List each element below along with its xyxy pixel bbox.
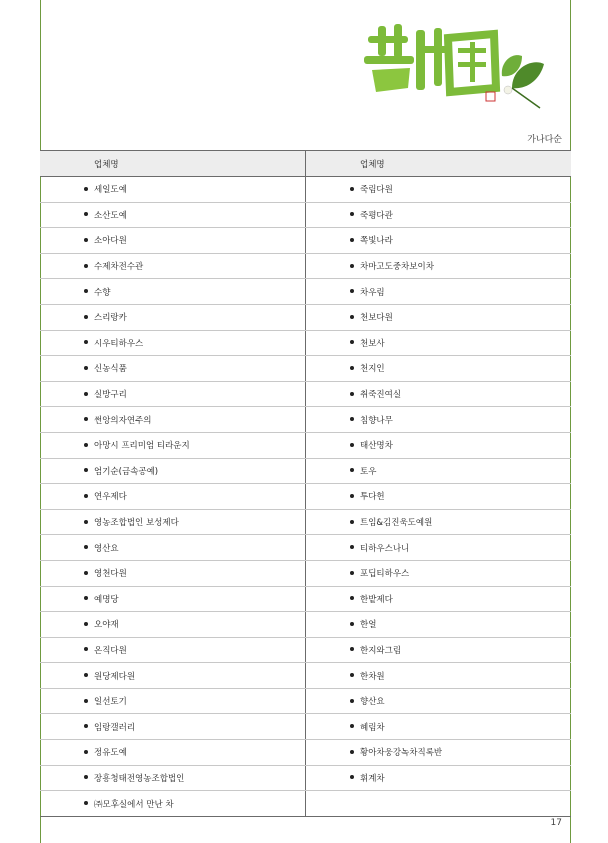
company-name: 투다헌	[360, 492, 385, 503]
bullet-icon	[350, 724, 354, 728]
company-name: 태산명차	[360, 441, 393, 452]
company-cell	[40, 407, 306, 433]
company-name: 장흥청태전영농조합법인	[94, 773, 185, 784]
bullet-icon	[350, 340, 354, 344]
company-name: 죽평다관	[360, 210, 393, 221]
table-row	[40, 330, 571, 356]
company-name: 천보사	[360, 338, 385, 349]
table-row	[40, 509, 571, 535]
bullet-icon	[350, 520, 354, 524]
table-row	[40, 177, 571, 203]
company-name: 향산요	[360, 697, 385, 708]
company-cell	[40, 228, 306, 254]
bullet-icon	[350, 596, 354, 600]
table-row	[40, 740, 571, 766]
bullet-icon	[84, 366, 88, 370]
company-cell	[40, 765, 306, 791]
company-cell	[40, 612, 306, 638]
company-name: 한밭제다	[360, 594, 393, 605]
company-name: 천지인	[360, 364, 385, 375]
company-name: 수향	[94, 287, 111, 298]
bullet-icon	[84, 699, 88, 703]
company-cell	[306, 791, 572, 817]
company-name: 원당제다원	[94, 671, 136, 682]
table-row	[40, 356, 571, 382]
bullet-icon	[84, 775, 88, 779]
company-cell	[306, 279, 572, 305]
company-cell	[40, 304, 306, 330]
company-name: 영산요	[94, 543, 119, 554]
bullet-icon	[350, 187, 354, 191]
sort-order-label: 가나다순	[527, 135, 562, 145]
company-cell	[306, 458, 572, 484]
company-name: 토우	[360, 466, 377, 477]
company-cell	[306, 688, 572, 714]
company-cell	[40, 177, 306, 203]
company-name: 썬앙의자연주의	[94, 415, 152, 426]
bullet-icon	[84, 801, 88, 805]
bullet-icon	[350, 673, 354, 677]
company-cell	[40, 202, 306, 228]
bullet-icon	[84, 392, 88, 396]
table-row	[40, 228, 571, 254]
company-cell	[306, 407, 572, 433]
table-row	[40, 407, 571, 433]
bullet-icon	[84, 340, 88, 344]
bullet-icon	[350, 647, 354, 651]
bullet-icon	[84, 289, 88, 293]
company-name: 아망시 프리미엄 티라운지	[94, 441, 190, 452]
company-name: 황아차웅강녹차직록반	[360, 748, 443, 759]
bullet-icon	[84, 315, 88, 319]
company-cell	[306, 330, 572, 356]
company-table	[40, 150, 571, 817]
bullet-icon	[84, 724, 88, 728]
bullet-icon	[350, 468, 354, 472]
company-cell	[306, 740, 572, 766]
table-row	[40, 612, 571, 638]
bullet-icon	[84, 647, 88, 651]
table-row	[40, 637, 571, 663]
company-cell	[306, 228, 572, 254]
company-cell	[40, 356, 306, 382]
bullet-icon	[350, 289, 354, 293]
company-name: 연우제다	[94, 492, 127, 503]
company-cell	[40, 458, 306, 484]
bullet-icon	[350, 750, 354, 754]
company-name: 신농식품	[94, 364, 127, 375]
company-cell	[306, 637, 572, 663]
company-name: 쪽빛나라	[360, 236, 393, 247]
company-cell	[40, 560, 306, 586]
company-name: 한얼	[360, 620, 377, 631]
company-cell	[40, 279, 306, 305]
company-cell	[306, 253, 572, 279]
column-header: 업체명	[40, 151, 306, 177]
company-cell	[306, 586, 572, 612]
company-name: 휘계차	[360, 773, 385, 784]
company-cell	[306, 560, 572, 586]
company-cell	[306, 304, 572, 330]
bullet-icon	[84, 520, 88, 524]
company-cell	[40, 535, 306, 561]
table-row	[40, 202, 571, 228]
bullet-icon	[350, 315, 354, 319]
table-row	[40, 791, 571, 817]
company-name: ㈜모후실에서 만난 차	[94, 799, 174, 810]
table-row	[40, 586, 571, 612]
table-header-row	[40, 151, 571, 177]
table-row	[40, 484, 571, 510]
company-cell	[40, 484, 306, 510]
table-row	[40, 714, 571, 740]
bullet-icon	[350, 238, 354, 242]
bullet-icon	[350, 622, 354, 626]
company-name: 천보다원	[360, 313, 393, 324]
company-name: 엄기순(금속공예)	[94, 466, 159, 477]
company-cell	[306, 612, 572, 638]
company-name: 임랑갤러리	[94, 722, 136, 733]
company-name: 정유도예	[94, 748, 127, 759]
bullet-icon	[84, 494, 88, 498]
bullet-icon	[84, 264, 88, 268]
bullet-icon	[84, 212, 88, 216]
bullet-icon	[84, 750, 88, 754]
company-name: 취죽진여실	[360, 390, 402, 401]
table-row	[40, 535, 571, 561]
bullet-icon	[84, 596, 88, 600]
tea-garden-logo	[362, 18, 552, 110]
company-cell	[306, 381, 572, 407]
company-name: 혜림차	[360, 722, 385, 733]
company-cell	[40, 330, 306, 356]
company-name: 시우티하우스	[94, 338, 144, 349]
company-name: 영농조합법인 보성제다	[94, 518, 179, 529]
bullet-icon	[350, 392, 354, 396]
table-row	[40, 688, 571, 714]
company-cell	[40, 381, 306, 407]
bullet-icon	[350, 366, 354, 370]
bullet-icon	[350, 545, 354, 549]
bullet-icon	[84, 187, 88, 191]
bullet-icon	[84, 238, 88, 242]
company-name: 포딥티하우스	[360, 569, 410, 580]
company-cell	[40, 637, 306, 663]
company-cell	[40, 586, 306, 612]
bullet-icon	[350, 775, 354, 779]
bullet-icon	[350, 212, 354, 216]
company-cell	[40, 688, 306, 714]
company-cell	[306, 356, 572, 382]
company-cell	[306, 663, 572, 689]
company-cell	[306, 765, 572, 791]
company-cell	[306, 535, 572, 561]
company-cell	[40, 509, 306, 535]
company-name: 온직다원	[94, 645, 127, 656]
bullet-icon	[350, 494, 354, 498]
company-cell	[40, 714, 306, 740]
company-cell	[306, 484, 572, 510]
company-name: 차마고도중차보이차	[360, 262, 434, 273]
company-name: 죽림다원	[360, 185, 393, 196]
bullet-icon	[84, 622, 88, 626]
table-row	[40, 304, 571, 330]
bullet-icon	[84, 571, 88, 575]
company-name: 침향나무	[360, 415, 393, 426]
company-cell	[40, 253, 306, 279]
company-name: 소아다원	[94, 236, 127, 247]
bullet-icon	[84, 417, 88, 421]
company-name: 실방구리	[94, 390, 127, 401]
company-name: 세일도예	[94, 185, 127, 196]
bullet-icon	[84, 673, 88, 677]
table-row	[40, 560, 571, 586]
table-row	[40, 432, 571, 458]
company-cell	[306, 177, 572, 203]
table-row	[40, 663, 571, 689]
company-name: 트임&김진욱도예원	[360, 518, 433, 529]
company-cell	[306, 202, 572, 228]
company-name: 소산도예	[94, 210, 127, 221]
company-cell	[306, 509, 572, 535]
column-header: 업체명	[306, 151, 572, 177]
company-name: 영천다원	[94, 569, 127, 580]
company-cell	[40, 663, 306, 689]
bullet-icon	[350, 443, 354, 447]
company-name: 예명당	[94, 594, 119, 605]
company-cell	[40, 432, 306, 458]
bullet-icon	[84, 545, 88, 549]
table-row	[40, 381, 571, 407]
company-cell	[306, 432, 572, 458]
table-row	[40, 253, 571, 279]
bullet-icon	[350, 417, 354, 421]
bullet-icon	[350, 571, 354, 575]
company-name: 차우림	[360, 287, 385, 298]
bullet-icon	[84, 468, 88, 472]
company-cell	[40, 740, 306, 766]
company-cell	[40, 791, 306, 817]
bullet-icon	[350, 699, 354, 703]
table-row	[40, 765, 571, 791]
company-name: 오야재	[94, 620, 119, 631]
company-name: 한지와그림	[360, 645, 402, 656]
company-name: 한차원	[360, 671, 385, 682]
table-row	[40, 279, 571, 305]
table-row	[40, 458, 571, 484]
company-name: 수제차전수관	[94, 262, 144, 273]
company-cell	[306, 714, 572, 740]
company-name: 일선토기	[94, 697, 127, 708]
bullet-icon	[84, 443, 88, 447]
company-name: 티하우스나니	[360, 543, 410, 554]
page-number: 17	[550, 818, 562, 828]
company-name: 스리랑카	[94, 313, 127, 324]
bullet-icon	[350, 264, 354, 268]
